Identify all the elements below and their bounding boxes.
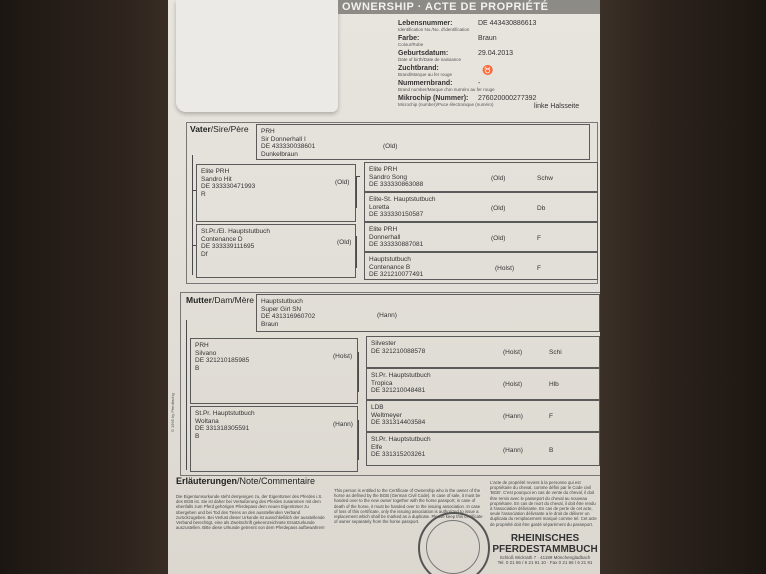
dd-line1: St.Pr. Hauptstutbuch	[195, 410, 255, 417]
connector	[358, 420, 359, 460]
ds-number: DE 321210185985	[195, 357, 250, 364]
nummer-label: Nummernbrand:	[398, 80, 453, 87]
dam-heading-rest: /Dam/Mère	[211, 295, 255, 305]
dam-heading	[186, 295, 254, 305]
farbe-value: Braun	[478, 35, 497, 42]
ds-sire-text	[371, 340, 425, 355]
dam-dam-text	[195, 410, 255, 440]
lebensnummer-value: DE 443430886613	[478, 20, 537, 27]
dds-line1: LDB	[371, 404, 384, 411]
brand-mark-icon: ♉	[482, 65, 494, 75]
sd-dam-text	[369, 256, 423, 279]
notes-section	[176, 476, 597, 531]
ssd-number: DE 333330150587	[369, 211, 424, 218]
dd-color: B	[195, 432, 200, 440]
dd-dam-text	[371, 436, 431, 459]
sd-line1: St.Pr./El. Hauptstutbuch	[201, 228, 271, 235]
sds-color: F	[537, 235, 541, 242]
notes-english: This person is entitled to the Certificate of Ownership who is the owner of the horse as defined by the BGB (German Civil Code). In case of sale, it must be handed over to the new owner together with the horse passport; in case of death of the horse, it must be handed over to the issuing association. In case of loss of this certificate, only the issuing association is authorized to issue a replacement which shall be marked as a duplicate. Please keep this certificate of owner separately from the horse passport.	[334, 488, 483, 525]
sd-name: Contenance D	[201, 235, 243, 243]
connector	[192, 155, 193, 275]
geburt-label: Geburtsdatum:	[398, 50, 449, 57]
dss-breed-tag: (Holst)	[503, 349, 523, 356]
ss-dam-text	[369, 196, 435, 219]
dsd-breed-tag: (Holst)	[503, 381, 523, 388]
dam-box	[256, 294, 600, 332]
sss-number: DE 333330863088	[369, 181, 424, 188]
connector	[356, 176, 357, 208]
dd-breed-tag: (Hann)	[333, 421, 353, 428]
dd-dam-box	[366, 432, 600, 466]
background-left	[0, 0, 175, 574]
sd-color: Df	[201, 250, 208, 258]
sss-breed-tag: (Old)	[491, 175, 506, 182]
sdd-line1: Hauptstutbuch	[369, 256, 411, 263]
ssd-name: Loretta	[369, 203, 390, 211]
sdd-color: F	[537, 265, 541, 272]
photo-area	[176, 0, 338, 112]
dds-color: F	[549, 413, 553, 420]
sire-dam-text	[201, 228, 270, 258]
sss-color: Schw	[537, 175, 553, 182]
sds-number: DE 333330887081	[369, 241, 424, 248]
org-name-line2: PFERDESTAMMBUCH	[492, 544, 598, 555]
org-phone: Tel. 0 21 66 / 6 21 91 10 · Fax 0 21 66 / 6 21 91	[497, 560, 593, 565]
sds-line1: Elite PRH	[369, 226, 398, 233]
sire-color: Dunkelbraun	[261, 150, 298, 158]
ss-name: Sandro Hit	[201, 175, 232, 183]
sds-breed-tag: (Old)	[491, 235, 506, 242]
dds-breed-tag: (Hann)	[503, 413, 523, 420]
dd-number: DE 331318305591	[195, 425, 250, 432]
dd-sire-text	[371, 404, 425, 427]
sire-name: Sir Donnerhall I	[261, 135, 306, 143]
sds-name: Donnerhall	[369, 233, 401, 241]
notes-heading-de: Erläuterungen	[176, 476, 238, 486]
ownership-certificate	[168, 0, 600, 574]
ssd-breed-tag: (Old)	[491, 205, 506, 212]
background-right	[596, 0, 766, 574]
certificate-title: OWNERSHIP · ACTE DE PROPRIÉTÉ	[338, 0, 600, 14]
lebensnummer-label: Lebensnummer:	[398, 20, 453, 27]
notes-heading-rest: /Note/Commentaire	[237, 476, 316, 486]
ssd-line1: Elite-St. Hauptstutbuch	[369, 196, 436, 203]
geburt-sublabel: Date of birth/Date de naissance	[398, 57, 462, 62]
dam-dam-box	[190, 406, 358, 472]
copyright-note: © 1995 by Pferdfachg	[170, 393, 175, 432]
ds-breed-tag: (Holst)	[333, 353, 353, 360]
dsd-line1: St.Pr. Hauptstutbuch	[371, 372, 431, 379]
ss-breed-tag: (Old)	[335, 179, 350, 186]
ddd-color: B	[549, 447, 554, 454]
dsd-number: DE 321210048481	[371, 387, 426, 394]
ds-name: Silvano	[195, 349, 217, 357]
ddd-number: DE 331315203261	[371, 451, 426, 458]
dss-number: DE 321210088578	[371, 347, 426, 355]
sss-name: Sandro Song	[369, 173, 407, 181]
dam-sire-box	[190, 338, 358, 404]
notes-french: L'acte de propriété revient à la personne qui est propriétaire du cheval, comme défini par le Code civil 'BGB'. C'est pourquoi en cas de vente du cheval, il doit être remis avec le passeport du cheval au nouveau propriétaire. En cas de mort du cheval, il doit être rendu à l'association délivrante. En cas de perte de cet acte, seule l'association délivrante a le droit de délivrer un duplicata du remplacement marqué comme tel. Cet acte de propriété doit être gardé séparément du passeport.	[490, 480, 597, 527]
notes-german: Die Eigentumsurkunde steht demjenigen zu, der Eigentümer des Pferdes i.S. des BGB ist. Sie ist daher bei Veräußerung des Pferdes zusammen mit dem ebenfalls zum Pferd gehörigen Pferdepass dem neuen Eigentümer zu übergeben und bei Tod des Tieres an den ausstellenden Verband zurückzugeben. Bei Verlust dieser Urkunde ist ausschließlich der ausstellende Verband berechtigt, eine als Zweitschrift gekennzeichnete Ersatzurkunde auszustellen. Bitte diese Urkunde getrennt von dem Pferdepass aufbewahren!	[176, 494, 325, 531]
farbe-sublabel: Colour/Robe	[398, 42, 424, 47]
sdd-number: DE 321210077491	[369, 271, 424, 278]
sd-breed-tag: (Old)	[337, 239, 352, 246]
dam-text	[261, 298, 315, 328]
chip-sublabel: Microchip (number)/Puce électronique (numéro)	[398, 102, 494, 107]
ssd-color: Db	[537, 205, 546, 212]
dam-number: DE 431316960702	[261, 313, 316, 320]
sd-sire-text	[369, 226, 423, 249]
dam-sire-text	[195, 342, 249, 372]
dds-number: DE 331314403584	[371, 419, 426, 426]
sire-heading-rest: /Sire/Père	[210, 124, 249, 134]
nummer-value: -	[478, 80, 481, 87]
sire-number: DE 433330038601	[261, 143, 316, 150]
sire-heading	[190, 124, 249, 134]
org-name-line1: RHEINISCHES	[510, 533, 580, 544]
ds-color: B	[195, 364, 200, 372]
zucht-label: Zuchtbrand:	[398, 65, 439, 72]
sd-dam-box	[364, 252, 598, 280]
sdd-breed-tag: (Holst)	[495, 265, 515, 272]
dam-heading-de: Mutter	[186, 295, 212, 305]
sd-number: DE 333339111695	[201, 243, 255, 250]
sss-line1: Elite PRH	[369, 166, 398, 173]
ddd-breed-tag: (Hann)	[503, 447, 523, 454]
farbe-label: Farbe:	[398, 35, 420, 42]
zucht-sublabel: Brand/Marque au fer rouge	[398, 72, 453, 77]
association-logo	[490, 533, 600, 565]
dam-breed-tag: (Hann)	[377, 312, 397, 319]
sdd-name: Contenance B	[369, 263, 411, 271]
dds-name: Weltmeyer	[371, 411, 402, 419]
ds-sire-box	[366, 336, 600, 368]
ds-line1: PRH	[195, 342, 209, 349]
ddd-line1: St.Pr. Hauptstutbuch	[371, 436, 431, 443]
ds-dam-text	[371, 372, 431, 395]
ss-color: R	[201, 190, 206, 198]
nummer-sublabel: Brand number/Marque d'un numéro au fer rouge	[398, 87, 495, 92]
stamp-ring	[426, 520, 480, 574]
dd-name: Woltana	[195, 417, 219, 425]
connector	[356, 236, 357, 268]
dsd-name: Tropica	[371, 379, 393, 387]
ss-line1: Elite PRH	[201, 168, 230, 175]
sire-text	[261, 128, 315, 158]
sire-sire-text	[201, 168, 255, 198]
chip-location: linke Halsseite	[534, 103, 580, 110]
ddd-name: Elfe	[371, 443, 383, 451]
ss-sire-box	[364, 162, 598, 192]
dd-sire-box	[366, 400, 600, 432]
sire-line1: PRH	[261, 128, 275, 135]
dsd-color: Hlb	[549, 381, 559, 388]
sire-dam-box	[196, 224, 356, 278]
sire-box	[256, 124, 590, 160]
chip-label: Mikrochip (Nummer):	[398, 95, 469, 102]
org-address: Schloß Wickrath 7 · 41189 Mönchengladbach	[499, 555, 591, 560]
dss-name: Silvester	[371, 340, 396, 347]
association-stamp-icon	[418, 512, 490, 574]
lebensnummer-sublabel: Identification No./No. d'identification	[398, 27, 470, 32]
ss-number: DE 333330471993	[201, 183, 256, 190]
chip-value: 276020000277392	[478, 95, 537, 102]
sd-sire-box	[364, 222, 598, 252]
horse-info	[398, 20, 598, 110]
dam-line1: Hauptstutbuch	[261, 298, 303, 305]
dam-color: Braun	[261, 320, 279, 328]
ss-dam-box	[364, 192, 598, 222]
geburt-value: 29.04.2013	[478, 50, 514, 57]
connector	[186, 320, 187, 470]
sire-heading-de: Vater	[190, 124, 211, 134]
connector	[358, 352, 359, 392]
sire-breed-tag: (Old)	[383, 143, 398, 150]
ss-sire-text	[369, 166, 423, 189]
sire-sire-box	[196, 164, 356, 222]
dss-color: Schi	[549, 349, 562, 356]
dam-name: Super Girl SN	[261, 305, 302, 313]
ds-dam-box	[366, 368, 600, 400]
